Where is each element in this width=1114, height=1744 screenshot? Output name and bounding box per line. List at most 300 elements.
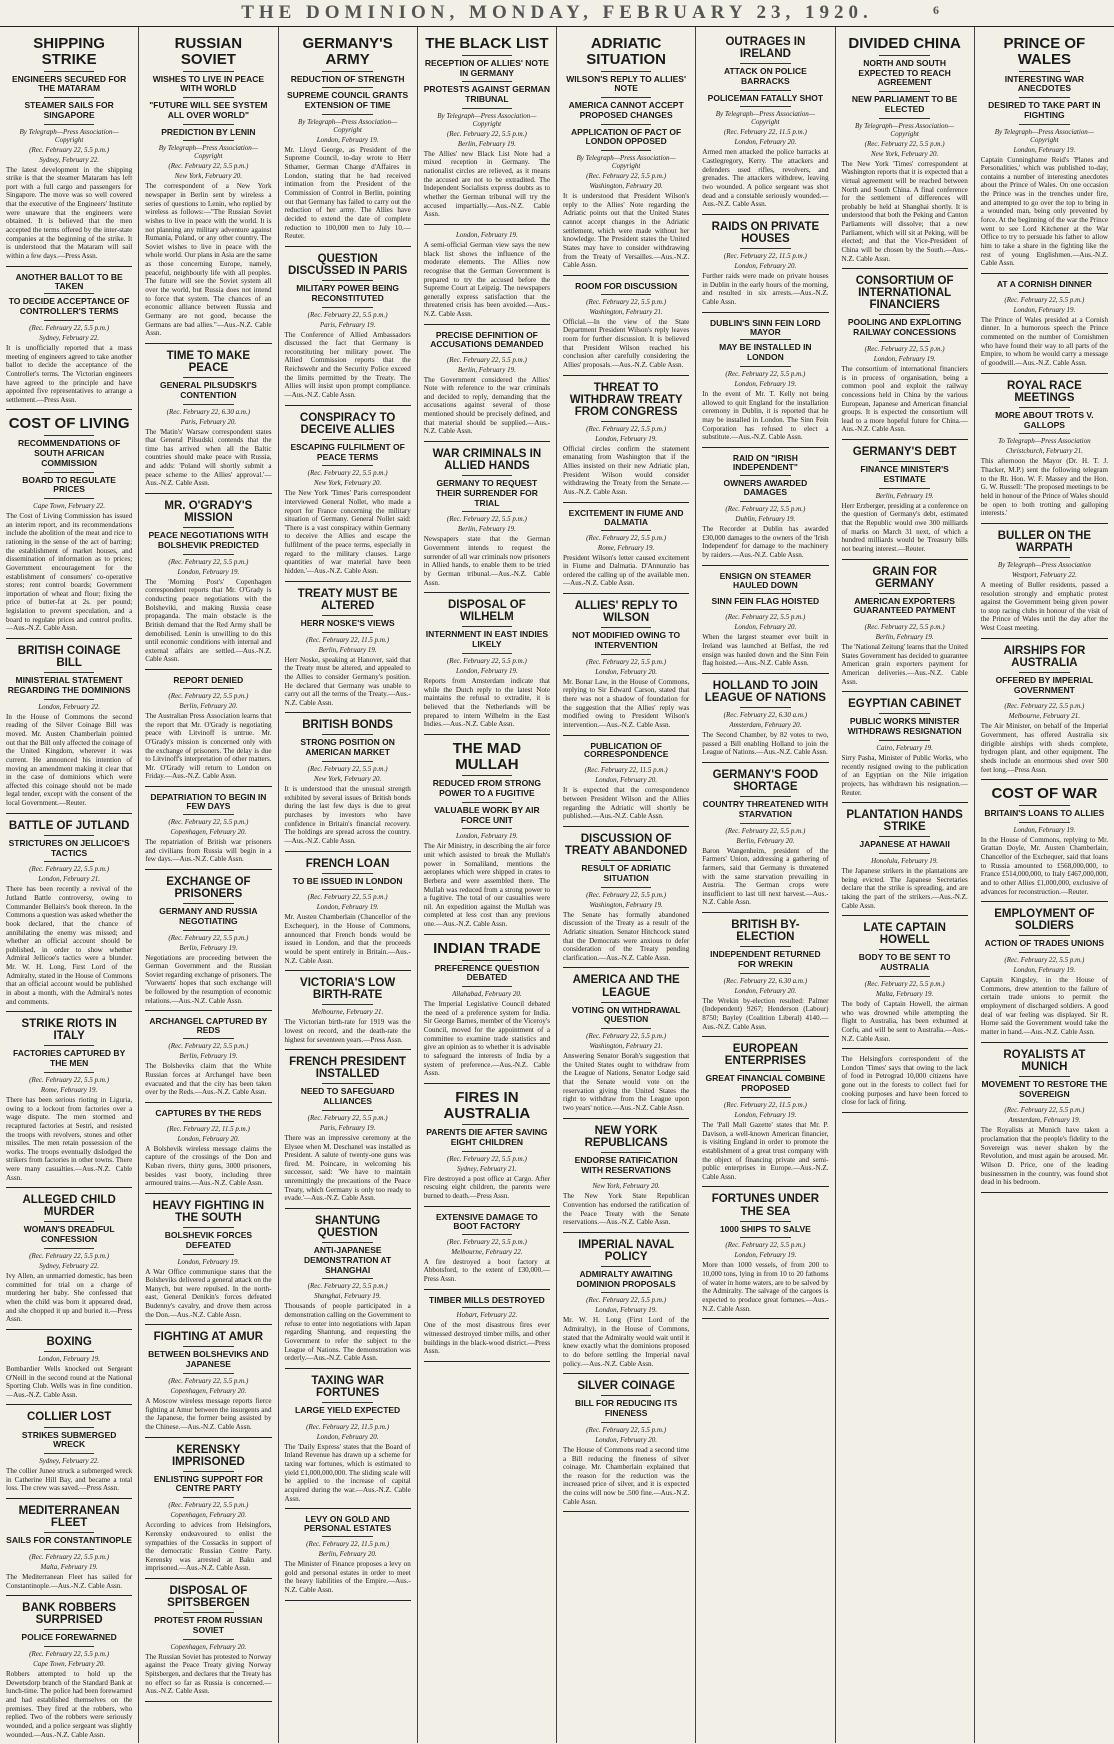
story-dateline: London, February 20. xyxy=(177,1134,240,1143)
story-subheading: COUNTRY THREATENED WITH STARVATION xyxy=(702,799,829,819)
deck-rule xyxy=(44,97,95,98)
headline-rule xyxy=(322,873,373,874)
story-headline: PRECISE DEFINITION OF ACCUSATIONS DEMANDED xyxy=(430,329,544,349)
story-dateline: Cape Town, February 22. xyxy=(33,502,106,511)
headline-rule xyxy=(1019,1076,1070,1077)
story-dateline: London, February 19. xyxy=(734,1110,797,1119)
headline-rule xyxy=(740,248,791,249)
news-story xyxy=(285,1056,411,1209)
story-separator xyxy=(563,735,689,736)
story-headline: RAID ON "IRISH INDEPENDENT" xyxy=(732,452,798,472)
news-story xyxy=(842,275,968,440)
news-story xyxy=(6,273,132,411)
story-body: The Second Chamber, by 82 votes to two, passed a Bill enabling Holland to join the League of Nations.—Aus.-N.Z. Cable Assn. xyxy=(702,731,829,757)
news-story xyxy=(424,1090,550,1207)
deck-rule xyxy=(44,124,95,125)
story-body: In the event of Mr. T. Kelly not being allowed to quit England for the installation ceremony in Dublin, it is reported that he may be installed in London. The Sinn Fein Corporation has refused to elect a substitute.—Aus.-N.Z. Cable Assn. xyxy=(702,389,829,442)
page-number: 6 xyxy=(933,3,939,17)
story-dateline: (Rec. February 22, 5.5 p.m.) xyxy=(307,893,388,902)
story-headline: TIMBER MILLS DESTROYED xyxy=(429,1294,545,1305)
story-separator xyxy=(6,1498,132,1499)
story-headline: EXCHANGE OF PRISONERS xyxy=(166,875,251,900)
story-headline: BRITISH BONDS xyxy=(302,719,393,732)
deck-rule xyxy=(44,861,95,862)
story-dateline: (Rec. February 22, 11.5 p.m.) xyxy=(306,635,390,644)
story-subheading: INTERESTING WAR ANECDOTES xyxy=(1004,73,1085,94)
story-dateline: Sydney, February 22. xyxy=(39,1262,100,1270)
headline-rule xyxy=(183,527,234,528)
story-subheading: STRIKES SUBMERGED WRECK xyxy=(21,1429,117,1450)
story-body: Baron Wangenheim, president of the Farmers' Union, addressing a gathering of farmers, said that Germany is threatened with the same starvation prevailing in Austria. The German crops were insufficient to last till next harvest.—Aus.-N.Z. Cable Assn. xyxy=(702,846,829,907)
headline-rule xyxy=(322,280,373,281)
story-separator xyxy=(702,912,828,913)
column-5 xyxy=(557,27,696,1743)
story-separator xyxy=(285,1600,411,1601)
news-story xyxy=(702,36,828,215)
headline-rule xyxy=(183,1227,234,1228)
story-subheading: POOLING AND EXPLOITING RAILWAY CONCESSIONS xyxy=(847,317,962,338)
story-headline: OUTRAGES IN IRELAND xyxy=(725,36,806,61)
deck-rule xyxy=(879,853,930,854)
story-separator xyxy=(424,1361,550,1362)
news-story xyxy=(702,680,828,763)
column-6 xyxy=(696,27,835,1743)
story-subheading: ACTION OF TRADES UNIONS xyxy=(984,938,1105,949)
story-separator xyxy=(563,1373,689,1374)
story-body: Herr Noske, speaking at Hanover, said that the Treaty must be altered, and appealed to the Allies to consider Germany's position. He declared that Germany was unable to carry out all the terms of the Treaty.—Aus.-N.Z. Cable Assn. xyxy=(284,655,411,707)
story-dateline: Rome, February 19. xyxy=(40,1085,98,1094)
story-dateline: Berlin, February 19. xyxy=(457,139,516,148)
story-dateline: London, February 19. xyxy=(1013,145,1076,154)
story-headline: TAXING WAR FORTUNES xyxy=(311,1374,384,1399)
story-headline: DISPOSAL OF WILHELM xyxy=(448,599,526,624)
deck-rule xyxy=(601,654,652,655)
story-subheading: ATTACK ON POLICE BARRACKS xyxy=(723,66,807,86)
news-story xyxy=(285,858,411,972)
headline-rule xyxy=(740,593,791,594)
news-story xyxy=(145,36,271,344)
story-headline: ALLEGED CHILD MURDER xyxy=(22,1194,116,1219)
story-dateline: (Rec. February 22, 5.5 p.m.) xyxy=(168,1501,249,1510)
story-dateline: London, February 19. xyxy=(455,230,518,239)
headline-rule xyxy=(462,352,513,353)
story-dateline: By Telegraph—Press Association—Copyright xyxy=(994,127,1095,144)
story-dateline: (Rec. February 22, 11.5 p.m.) xyxy=(723,128,807,137)
story-body: Negotiations are proceeding between the German Government and the Russian Soviet regarding exchange of prisoners. The 'Vorwaerts' hopes that such exchange will be followed by the resumption of economic relations.—Aus.-N.Z. Cable Assn. xyxy=(145,953,272,1005)
deck-rule xyxy=(44,472,95,473)
story-subheading: GREAT FINANCIAL COMBINE PROPOSED xyxy=(705,1073,826,1094)
story-headline: CONSORTIUM OF INTERNATIONAL FINANCIERS xyxy=(855,275,954,312)
deck-rule xyxy=(879,488,930,489)
story-dateline: (Rec. February 22, 5.5 p.m.) xyxy=(586,533,667,542)
headline-rule xyxy=(740,946,791,947)
story-dateline: New York, February 20. xyxy=(871,149,939,158)
news-story xyxy=(981,530,1108,639)
story-headline: CONSPIRACY TO DECEIVE ALLIES xyxy=(299,411,396,436)
story-separator xyxy=(842,1048,968,1049)
story-separator xyxy=(6,1404,132,1405)
headline-rule xyxy=(183,903,234,904)
headline-rule xyxy=(601,860,652,861)
story-separator xyxy=(563,375,689,376)
story-headline: ROYAL RACE MEETINGS xyxy=(1006,379,1082,404)
headline-rule xyxy=(879,949,930,950)
headline-rule xyxy=(183,814,234,815)
story-dateline: London, February 19. xyxy=(177,567,240,576)
deck-rule xyxy=(601,1178,652,1179)
story-body: More than 1000 vessels, of from 200 to 10,000 tons, lying in from 10 to 20 fathoms of water in home waters, are to be salved by the Admiralty. The salvage of the cargoes is expected to produce great fortunes.—Aus.-N.Z. Cable Assn. xyxy=(702,1261,829,1313)
masthead-title: THE DOMINION, MONDAY, FEBRUARY 23, 1920. xyxy=(241,2,873,23)
story-dateline: (Rec. February 22, 5.5 p.m.) xyxy=(168,1042,249,1051)
story-dateline: London, February 19. xyxy=(316,135,379,144)
story-separator xyxy=(702,447,828,448)
news-story xyxy=(424,331,550,442)
story-dateline: London, February 21. xyxy=(38,875,101,884)
story-body: There has been serious rioting in Liguria, owing to a lockout from factories over a wage dispute. The men stormed and recaptured factories at Sestri, and resisted the troops with revolvers, stones and other missiles. The men retain possession of the works. The troops eventually dislodged the strikers from factories in other towns. There were many casualties.—Aus.-N.Z. Cable Assn. xyxy=(6,1095,133,1182)
headline-rule xyxy=(462,1234,513,1235)
story-body: Further raids were made on private houses in Dublin in the early hours of the morning, and resulted in six arrests.—Aus.-N.Z. Cable Assn. xyxy=(702,272,829,306)
story-headline: ARCHANGEL CAPTURED BY REDS xyxy=(149,1016,268,1036)
story-separator xyxy=(424,592,550,593)
deck-rule xyxy=(44,1646,95,1647)
story-headline: MEDITERRANEAN FLEET xyxy=(18,1504,120,1530)
news-story xyxy=(285,412,411,582)
story-headline: FIRES IN AUSTRALIA xyxy=(443,1088,531,1122)
story-separator xyxy=(702,1186,828,1187)
story-dateline: Sydney, February 21. xyxy=(456,1164,517,1173)
story-subheading: PREFERENCE QUESTION DEBATED xyxy=(434,962,540,983)
deck-rule xyxy=(740,609,791,610)
deck-rule xyxy=(740,501,791,502)
deck-rule xyxy=(183,1497,234,1498)
news-story xyxy=(981,380,1108,524)
story-separator xyxy=(145,1701,271,1702)
story-headline: PRINCE OF WALES xyxy=(1003,35,1086,68)
story-headline: ROYALISTS AT MUNICH xyxy=(1003,1048,1086,1073)
headline-rule xyxy=(740,707,791,708)
story-separator xyxy=(424,1083,550,1084)
story-dateline: (Rec. February 22, 5.5 p.m.) xyxy=(168,933,249,942)
story-headline: HEAVY FIGHTING IN THE SOUTH xyxy=(152,1199,265,1224)
headline-rule xyxy=(44,835,95,836)
story-dateline: (Rec. February 22, 11.5 p.m.) xyxy=(166,1124,250,1133)
headline-rule xyxy=(601,421,652,422)
story-separator xyxy=(702,565,828,566)
story-subheading: APPLICATION OF PACT OF LONDON OPPOSED xyxy=(571,126,682,147)
deck-rule xyxy=(462,1151,513,1152)
story-separator xyxy=(981,373,1108,374)
story-subheading: GERMANY TO REQUEST THEIR SURRENDER FOR TRIAL xyxy=(435,478,538,508)
story-dateline: Copenhagen, February 20. xyxy=(170,827,247,836)
headline-rule xyxy=(879,713,930,714)
story-subheading: POLICE FOREWARNED xyxy=(21,1632,117,1643)
story-body: The New York State Republican Convention has endorsed the ratification of the Peace Treaty with the Senate reservations.—Aus.-N.Z. Cable Assn. xyxy=(563,1192,690,1227)
deck-rule xyxy=(44,320,95,321)
story-headline: MR. O'GRADY'S MISSION xyxy=(164,500,253,525)
story-body: The Recorder at Dublin has awarded £30,000 damages to the owners of the 'Irish Independent' for damage to the machinery by raiders.—Aus.-N.Z. Cable Assn. xyxy=(702,525,829,560)
story-dateline: (Rec. February 22, 5.5 p.m.) xyxy=(168,1377,249,1385)
story-headline: GERMANY'S FOOD SHORTAGE xyxy=(712,768,819,794)
story-dateline: (Rec. February 22, 11.5 p.m.) xyxy=(306,1422,390,1431)
story-body: Reports from Amsterdam indicate that while the Dutch reply to the latest Note maintains the refusal to extradite, it is believed that the Netherlands will be prepared to intern Wilhelm in the East Indies.—Aus.-N.Z. Cable Assn. xyxy=(423,676,550,729)
story-headline: SHIPPING STRIKE xyxy=(33,35,105,68)
story-dateline: (Rec. February 22, 5.5 p.m.) xyxy=(725,826,806,835)
story-separator xyxy=(285,405,411,406)
story-body: Captain Kingsley, in the House of Commons, drew attention to the failure of certain trade unions to permit the employment of discharged soldiers. A good deal of war feeling was displayed. Sir R. Horne said the Government would take the matter in hand.—Aus.-N.Z. Cable Assn. xyxy=(980,976,1108,1036)
story-body: The 'Daily Express' states that the Board of Inland Revenue has drawn up a scheme for taxing war fortunes, which is estimated to yield £1,000,000,000. The sliding scale will be applied to the increase of capital acquired during the war.—Aus.-N.Z. Cable Assn. xyxy=(284,1442,411,1503)
story-headline: EUROPEAN ENTERPRISES xyxy=(724,1043,806,1068)
story-body: The Russian Soviet has protested to Norway against the Peace Treaty giving Norway Spitsbergen, and declares that the Treaty has no effect so far as Russia is concerned.—Aus.-N.Z. Cable Assn. xyxy=(145,1652,272,1696)
story-separator xyxy=(563,826,689,827)
story-subheading: PREDICTION BY LENIN xyxy=(161,126,256,137)
story-subheading: ADMIRALTY AWAITING DOMINION PROPOSALS xyxy=(576,1268,676,1289)
story-separator xyxy=(563,1232,689,1233)
news-story xyxy=(145,1017,271,1102)
headline-rule xyxy=(601,627,652,628)
story-dateline: Copenhagen, February 20. xyxy=(170,1642,247,1651)
news-story xyxy=(563,282,689,376)
deck-rule xyxy=(183,554,234,555)
story-separator xyxy=(145,1578,271,1579)
deck-rule xyxy=(879,118,930,119)
story-dateline: (Rec. February 22, 5.5 p.m.) xyxy=(168,557,249,566)
deck-rule xyxy=(1019,433,1070,434)
story-headline: ADRIATIC SITUATION xyxy=(586,35,666,68)
story-body: Fire destroyed a post office at Cargo. After rescuing eight children, the parents were burned to death.—Press Assn. xyxy=(423,1174,550,1201)
news-story xyxy=(563,1380,689,1512)
story-separator xyxy=(424,934,550,935)
news-story xyxy=(424,1213,550,1290)
story-body: The Wrekin by-election resulted: Palmer (Independent) 9267; Henderson (Labour) 8750; Bayley (Coalition Liberal) 4140.—Aus.-N.Z. Cable Assn. xyxy=(702,996,829,1031)
story-headline: FORTUNES UNDER THE SEA xyxy=(711,1193,820,1218)
headline-rule xyxy=(879,836,930,837)
news-story xyxy=(424,741,550,935)
story-separator xyxy=(6,1011,132,1012)
story-subheading: JAPANESE AT HAWAII xyxy=(859,839,950,850)
headline-rule xyxy=(183,1121,234,1122)
story-dateline: By Telegraph—Press Association—Copyright xyxy=(297,117,398,134)
news-story xyxy=(6,1018,132,1188)
story-body: The Helsingfors correspondent of the London 'Times' says that owing to the lack of food in Petrograd 10,000 citizens have gone out in the forests to collect fuel for cooking purposes and have been forced to close for lack of firing. xyxy=(841,1055,968,1107)
headline-rule xyxy=(601,762,652,763)
story-dateline: (Rec. February 22, 5.5 p.m.) xyxy=(586,1296,667,1305)
story-headline: COST OF WAR xyxy=(991,785,1098,803)
story-body: A Bolshevik wireless message claims the capture of the crossings of the Don and Kuban rivers, thirty guns, 3000 prisoners, besides vast booty, including three armoured trains.—Aus.-N.Z. Cable Assn. xyxy=(145,1144,272,1188)
story-dateline: (Rec. February 22, 5.5 p.m.) xyxy=(29,1650,110,1659)
story-dateline: (Rec. February 22, 5.5 p.m.) xyxy=(1004,1106,1085,1115)
story-headline: EXTENSIVE DAMAGE TO BOOT FACTORY xyxy=(435,1211,538,1231)
story-separator xyxy=(563,275,689,276)
story-subheading: REDUCTION OF STRENGTH xyxy=(290,73,405,84)
story-subheading: WISHES TO LIVE IN PEACE WITH WORLD xyxy=(152,73,265,94)
story-body: According to advices from Helsingfors, Kerensky endeavoured to enlist the sympathies of the Cossacks in support of the democratic Russian Centre Party. Kerensky was arrested at Baku and imprisoned.—Aus.-N.Z. Cable Assn. xyxy=(145,1521,272,1573)
story-headline: DUBLIN'S SINN FEIN LORD MAYOR xyxy=(710,317,821,337)
deck-rule xyxy=(462,511,513,512)
news-story xyxy=(702,1193,828,1319)
deck-rule xyxy=(1019,698,1070,699)
story-separator xyxy=(285,1368,411,1369)
headline-rule xyxy=(601,1152,652,1153)
story-separator xyxy=(563,967,689,968)
story-subheading: STRICTURES ON JELLICOE'S TACTICS xyxy=(8,837,130,858)
story-subheading: VALUABLE WORK BY AIR FORCE UNIT xyxy=(434,804,540,825)
headline-rule xyxy=(44,1532,95,1533)
news-story xyxy=(424,599,550,735)
story-separator xyxy=(842,268,968,269)
story-dateline: Hobart, February 22. xyxy=(456,1311,518,1320)
news-story xyxy=(563,382,689,503)
deck-rule xyxy=(601,887,652,888)
headline-rule xyxy=(879,461,930,462)
story-headline: ENSIGN ON STEAMER HAULED DOWN xyxy=(719,570,812,590)
story-dateline: By Telegraph—Press Association—Copyright xyxy=(576,154,676,171)
story-dateline: Melbourne, February 21. xyxy=(1008,712,1080,721)
story-body: Ivy Allen, an unmarried domestic, has been committed for trial on a charge of murdering her baby. She confessed that when the child was born it appeared dead, and she chopped it up and buried it.—Press Assn. xyxy=(6,1272,133,1324)
deck-rule xyxy=(322,889,373,890)
story-separator xyxy=(702,762,828,763)
story-subheading: TO DECIDE ACCEPTANCE OF CONTROLLER'S TERMS xyxy=(8,296,130,317)
story-headline: THE MAD MULLAH xyxy=(452,739,522,773)
story-dateline: London, February 19. xyxy=(1013,966,1076,975)
news-story xyxy=(842,566,968,693)
story-dateline: (Rec. February 22, 5.5 p.m.) xyxy=(168,817,249,826)
story-dateline: Berlin, February 19. xyxy=(457,525,516,534)
news-story xyxy=(702,454,828,566)
news-story xyxy=(6,36,132,267)
story-subheading: PROTESTS AGAINST GERMAN TRIBUNAL xyxy=(423,84,550,105)
story-subheading: BOLSHEVIK FORCES DEFEATED xyxy=(164,1230,253,1250)
headline-rule xyxy=(740,796,791,797)
story-separator xyxy=(285,581,411,582)
headline-rule xyxy=(322,1536,373,1537)
story-separator xyxy=(842,915,968,916)
story-subheading: "FUTURE WILL SEE SYSTEM ALL OVER WORLD" xyxy=(149,100,268,120)
story-subheading: MINISTERIAL STATEMENT REGARDING THE DOMINIONS xyxy=(7,675,131,695)
headline-rule xyxy=(183,71,234,72)
deck-rule xyxy=(601,1028,652,1029)
headline-rule xyxy=(740,1221,791,1222)
story-body: The Prince of Wales presided at a Cornish dinner. In a humorous speech the Prince commented on the number of Cornishmen who have found their way to all parts of the Empire, to whom he would carry a message of goodwill.—Aus.-N.Z. Cable Assn. xyxy=(980,315,1108,368)
news-story xyxy=(6,645,132,814)
story-dateline: Melbourne, February 22. xyxy=(451,1247,523,1256)
column-2 xyxy=(139,27,278,1743)
story-dateline: Washington, February 21. xyxy=(589,1042,663,1051)
story-body: When the largest steamer ever built in Ireland was launched at Belfast, the red ensign was hauled down and the Sinn Fein flag hoisted.—Aus.-N.Z. Cable Assn. xyxy=(702,633,829,668)
story-separator xyxy=(145,1324,271,1325)
story-body: A Moscow wireless message reports fierce fighting at Amur between the insurgents and the Japanese, the former being assisted by the Chinese.—Aus.-N.Z. Cable Assn. xyxy=(145,1397,272,1431)
story-dateline: London, February 19. xyxy=(595,1306,658,1315)
story-headline: RAIDS ON PRIVATE HOUSES xyxy=(711,220,820,245)
headline-rule xyxy=(879,314,930,315)
story-dateline: London, February 19. xyxy=(455,832,518,841)
headline-rule xyxy=(1019,672,1070,673)
story-body: Captain Cunninghame Reid's 'Planes and Personalities,' which was published to-day, contains a number of interesting anecdotes about the Prince of Wales. On one occasion the Prince was in the trenches under fire, and attempted to go over the top to bring in a wounded man, being only prevented by force. At the beginning of the war the Prince went to see Lord Kitchener at the War Office to try to persuade his father to allow him to take a share in the fighting like the rest of young Englishmen.—Aus.-N.Z. Cable Assn. xyxy=(980,155,1108,268)
news-story xyxy=(6,1336,132,1406)
story-dateline: (Rec. February 22, 6.30 a.m.) xyxy=(723,711,808,720)
story-subheading: HERR NOSKE'S VIEWS xyxy=(300,617,395,628)
story-dateline: Berlin, February 19. xyxy=(457,365,516,374)
headline-rule xyxy=(183,1612,234,1613)
headline-rule xyxy=(740,339,791,340)
headline-rule xyxy=(1019,407,1070,408)
deck-rule xyxy=(183,1373,234,1374)
story-dateline: (Rec. February 22, 5.5 p.m.) xyxy=(725,369,806,378)
story-body: The body of Captain Howell, the airman who was drowned while attempting the flight to Australia, has been exhumed at Corfu, and will be sent to Australia.—Aus.-N.Z. Cable Assn. xyxy=(841,999,968,1043)
story-subheading: MAY BE INSTALLED IN LONDON xyxy=(719,342,812,363)
story-subheading: MILITARY POWER BEING RECONSTITUTED xyxy=(296,282,400,303)
deck-rule xyxy=(879,341,930,342)
headline-rule xyxy=(879,55,930,56)
story-dateline: By Telegraph—Press Association—Copyright xyxy=(854,121,955,138)
news-story xyxy=(145,350,271,494)
story-headline: ALLIES' REPLY TO WILSON xyxy=(574,600,678,625)
story-dateline: (Rec. February 22, 5.5 p.m.) xyxy=(725,1241,806,1250)
news-story xyxy=(145,1200,271,1326)
story-dateline: By Telegraph—Press Association—Copyright xyxy=(715,110,816,127)
story-separator xyxy=(842,1112,968,1113)
story-headline: AIRSHIPS FOR AUSTRALIA xyxy=(1003,644,1086,669)
headline-rule xyxy=(462,960,513,961)
story-separator xyxy=(145,493,271,494)
story-subheading: RECEPTION OF ALLIES' NOTE IN GERMANY xyxy=(424,57,549,78)
headline-rule xyxy=(44,1629,95,1630)
story-dateline: (Rec. February 22, 5.5 p.m.) xyxy=(725,613,806,622)
story-body: A fire destroyed a boot factory at Abbotsford, to the extent of £30,000.—Press Assn. xyxy=(423,1257,550,1283)
story-headline: THE BLACK LIST xyxy=(425,35,549,52)
news-story xyxy=(563,1239,689,1375)
story-dateline: (Rec. February 22, 11.5 p.m.) xyxy=(306,1540,390,1549)
deck-rule xyxy=(44,1453,95,1454)
deck-rule xyxy=(740,1097,791,1098)
story-headline: EXCITEMENT IN FIUME AND DALMATIA xyxy=(568,507,684,527)
story-subheading: POLICEMAN FATALLY SHOT xyxy=(707,92,824,103)
column-1 xyxy=(0,27,139,1743)
story-dateline: Allahabad, February 20. xyxy=(452,990,522,999)
headline-rule xyxy=(322,615,373,616)
deck-rule xyxy=(183,124,234,125)
story-subheading: DESIRED TO TAKE PART IN FIGHTING xyxy=(988,100,1101,120)
headline-rule xyxy=(1019,292,1070,293)
story-body: The New York 'Times' Paris correspondent interviewed General Nollet, who made a report for France concerning the military situation of Germany. General Nollet said: 'There is a vast conspiracy within Germany to deceive the Allies and escape the fulfilment of the peace terms, especially in regard to the military clauses. Large quantities of war material have been hidden.'—Aus.-N.Z. Cable Assn. xyxy=(284,489,411,576)
story-body: This afternoon the Mayor (Dr. H. T. J. Thacker, M.P.) sent the following telegram to the Rt. Hon. W. F. Massey and the Hon. G. W. Russell: 'The proposed meetings to be held in honour of the Prince of Wales should be open to both trotting and galloping interests.' xyxy=(980,457,1108,518)
story-subheading: ESCAPING FULFILMENT OF PEACE TERMS xyxy=(290,441,405,462)
story-dateline: (Rec. February 22, 11.5 p.m.) xyxy=(584,766,668,775)
story-headline: NEW YORK REPUBLICANS xyxy=(584,1124,668,1149)
story-dateline: London, February 20. xyxy=(316,1432,379,1441)
story-subheading: FINANCE MINISTER'S ESTIMATE xyxy=(860,464,949,484)
story-body: The 'Matin's' Warsaw correspondent states that General Pilsudski contends that the time has arrived when all the Baltic countries should make peace with Russia, and adds: 'Poland will shortly submit a peace scheme to the Allies' approval.'—Aus.-N.Z. Cable Assn. xyxy=(145,427,272,488)
story-dateline: Berlin, February 19. xyxy=(179,1052,238,1061)
headline-rule xyxy=(462,626,513,627)
story-body: The Allies' new Black List Note had a mixed reception in Germany. The nationalist circles are relieved, as it means the accused are not to be extradited. The Independent Socialists express doubts as to whether the German tribunal will try the accused impartially.—Aus.-N.Z. Cable Assn. xyxy=(423,149,550,219)
story-body: The Air Ministry, in describing the air force unit which assisted to break the Mullah's power in Somaliland, mentions the aeroplanes which were shipped in crates to Berbera and were assembled there. The Mullah was reduced from a strong power to a fugitive. The total of our casualties were nil. An expedition against the Mullah was completed at less cost than any previous one.—Aus.-N.Z. Cable Assn. xyxy=(423,842,550,929)
story-headline: LEVY ON GOLD AND PERSONAL ESTATES xyxy=(303,1514,392,1534)
story-dateline: (Rec. February 22, 5.5 p.m.) xyxy=(168,162,249,171)
story-body: The Bolsheviks claim that the White Russian forces at Archangel have been evacuated and that the city has been taken over by the Reds.—Aus.-N.Z. Cable Assn. xyxy=(145,1062,272,1097)
story-dateline: (Rec. February 22, 5.5 p.m.) xyxy=(1004,295,1085,304)
news-story xyxy=(145,1585,271,1702)
news-story xyxy=(842,446,968,559)
story-dateline: Christchurch, February 21. xyxy=(1005,447,1083,456)
story-dateline: Washington, February 21. xyxy=(589,307,663,316)
headline-rule xyxy=(1019,805,1070,806)
headline-rule xyxy=(462,475,513,476)
story-body: The 'National Zeitung' learns that the United States Government has decided to guarantee American grain exporters payment for American deliveries.—Aus.-N.Z. Cable Assn. xyxy=(841,643,968,686)
story-dateline: London, February 19. xyxy=(734,1251,797,1260)
deck-rule xyxy=(183,1254,234,1255)
story-subheading: OWNERS AWARDED DAMAGES xyxy=(723,477,808,498)
story-dateline: (Rec. February 22, 5.5 p.m.) xyxy=(446,656,527,665)
